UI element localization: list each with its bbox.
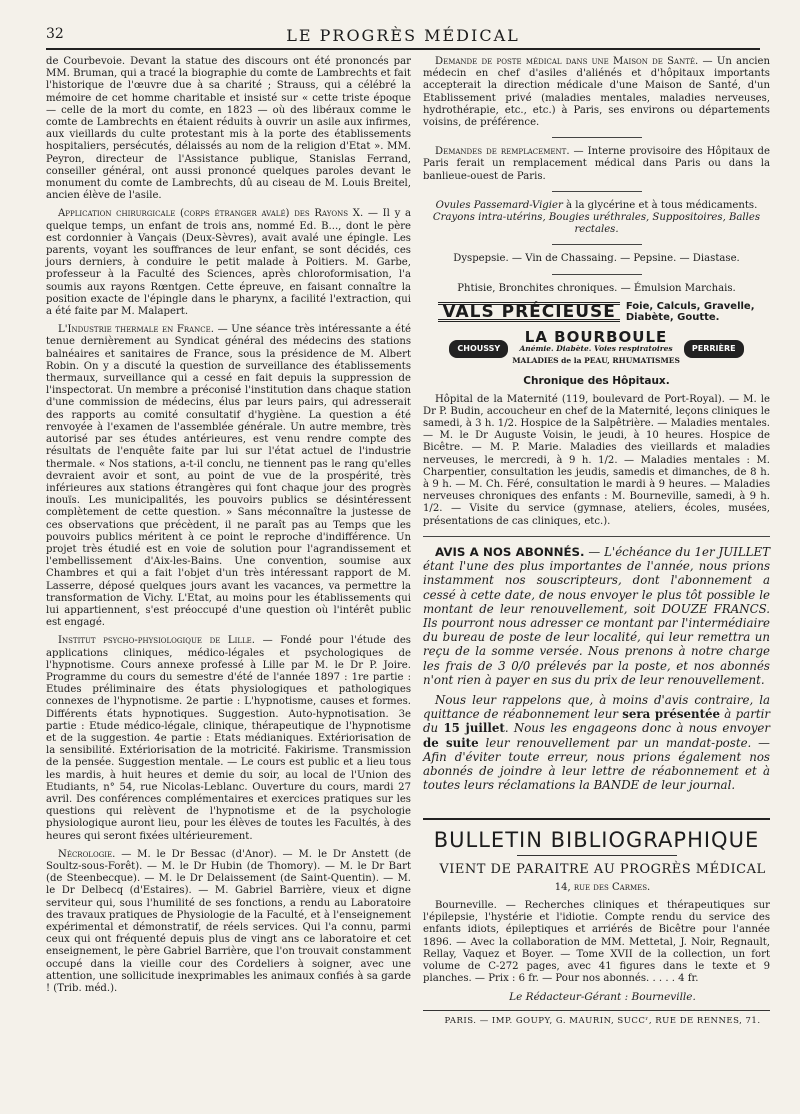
article-rayons-x (46, 208, 411, 318)
bourboule-center (508, 327, 684, 368)
article-necrologie (46, 849, 411, 995)
avis-body2d: leur renouvellement par un mandat-poste. — Afin d'éviter toute erreur, nous prions également nos abonnés de joindre à leur lettre de réabonnement et à toutes leurs réclamations la BANDE de leur journal. (423, 735, 770, 793)
chronique-heading: Chronique des Hôpitaux. (523, 375, 670, 388)
vals-sub2: Diabète, Goutte. (625, 311, 720, 323)
avis-body1: — L'échéance du 1er JUILLET étant l'une des plus importantes de l'année, nous prions instamment nos souscripteurs, dont l'abonnement a cessé à cette date, de nous envoyer le plus tôt possible le montant de leur renouvellement, soit DOUZE FRANCS. Ils pourront nous adresser ce montant par l'intermédiaire du bureau de poste de leur localité, qui leur remettra un reçu de la somme versée. Nous prenons à notre charge les frais de 3 0/0 prélevés par la poste, et nos abonnés n'ont rien à payer en sus du prix de leur renouvellement. (423, 544, 770, 687)
ad-ovules-desc: à la glycérine et à tous médicaments. (562, 199, 758, 211)
bourboule-line2: MALADIES de la PEAU, RHUMATISMES (512, 356, 680, 366)
heading-remplacement: Demandes de remplacement. (435, 146, 570, 158)
ad-ovules (423, 200, 770, 237)
avis-para2 (423, 693, 770, 792)
bourboule-title: LA BOURBOULE (524, 327, 668, 346)
heading-industrie-thermale: L'Industrie thermale en France. (58, 324, 214, 336)
imprint-rule (423, 1010, 770, 1011)
heading-rayons-x: Application chirurgicale (corps étranger avalé) des Rayons X. (58, 208, 364, 220)
separator (552, 137, 642, 138)
heading-necrologie: Nécrologie. (58, 848, 116, 860)
imprint: PARIS. — IMP. GOUPY, G. MAURIN, SUCCʳ, RUE DE RENNES, 71. (444, 1015, 761, 1026)
avis-body2a: Nous leur rappelons que, à moins d'avis contraire, la quittance de réabonnement leur (423, 692, 770, 722)
notice-poste-medical (423, 56, 770, 129)
page-header (46, 26, 760, 48)
bottle-left-label: CHOUSSY (449, 340, 508, 358)
body-poste-medical: — Un ancien médecin en chef d'asiles d'aliénés et d'hôpitaux importants accepterait la direction médicale d'une Maison de Santé, d'un Etablissement privé (maladies mentales, maladies nerveuses, hydrothérapie, etc., etc.) à Paris, ses environs ou départements voisins, de préférence. (423, 56, 770, 129)
journal-title: LE PROGRÈS MÉDICAL (286, 26, 520, 45)
page-number: 32 (46, 26, 64, 42)
biblio-entry: Bourneville. — Recherches cliniques et thérapeutiques sur l'épilepsie, l'hystérie et l'idiotie. Compte rendu du service des enfants idiots, épileptiques et arriérés de Bicêtre pour l'année 1896. — Avec la collaboration de MM. Mettetal, J. Noir, Regnault, Rellay, Vaquez et Boyer. — Tome XVII de la collection, un fort volume de C-272 pages, avec 41 figures dans le texte et 9 planches. — Prix : 6 fr. — Pour nos abonnés. . . . . 4 fr. (423, 899, 770, 985)
vals-sub1: Foie, Calculs, Gravelle, (625, 300, 755, 312)
avis-bold3: de suite (423, 735, 479, 750)
article-institut-lille (46, 635, 411, 842)
separator (423, 536, 770, 537)
body-necrologie: — M. le Dr Bessac (d'Anor). — M. le Dr Anstett (de Soultz-sous-Forêt). — M. le Dr Hubin (de Thomory). — M. le Dr Bart (de Steenbecque). — M. le Dr Delaissement (de Saint-Quentin). — M. le Dr Delbecq (d'Estaires). — M. Gabriel Barrière, vieux et digne serviteur qui, sous l'humilité de ses fonctions, a rendu au Laboratoire des travaux pratiques de Physiologie de la Faculté, et à l'enseignement expérimental et démonstratif, de réels services. Qui l'a connu, parmi ceux qui ont fréquenté depuis plus de vingt ans ce laboratoire et cet enseignement, le père Gabriel Barrière, que l'on trouvait constamment occupé dans la vieille cour des Cordeliers à soigner, avec une attention, une sollicitude inexprimables les animaux confiés à sa garde ! (Trib. méd.). (46, 848, 411, 995)
signature-text: Le Rédacteur-Gérant : Bourneville. (509, 991, 696, 1004)
bourboule-line1: Anémie. Diabète. Voies respiratoires (519, 344, 673, 354)
ad-vals (423, 301, 770, 323)
ad-ovules-name: Ovules Passemard-Vigier (435, 199, 563, 211)
vient-de-paraitre: VIENT DE PARAITRE AU PROGRÈS MÉDICAL (439, 861, 766, 877)
left-column (46, 56, 411, 1001)
publisher-address: 14, rue des Carmes. (554, 881, 651, 893)
vals-title: VALS PRÉCIEUSE (438, 302, 619, 322)
right-column (423, 56, 770, 1033)
ad-dyspepsie: Dyspepsie. — Vin de Chassaing. — Pepsine. — Diastase. (453, 253, 740, 265)
heading-institut-lille: Institut psycho-physiologique de Lille. (58, 635, 256, 647)
avis-body2c: . Nous les engageons donc à nous envoyer (504, 721, 770, 736)
body-remplacement: — Interne provisoire des Hôpitaux de Paris ferait un remplacement médical dans Paris ou dans la banlieue-ouest de Paris. (423, 146, 770, 182)
article-courbevoie: de Courbevoie. Devant la statue des discours ont été prononcés par MM. Bruman, qui a tracé la biographie du comte de Lambrechts et fait l'historique de l'œuvre due à sa charité ; Strauss, qui a célébré la mémoire de cet homme charitable et insisté sur « cette triste époque — celle de la mort du comte, en 1823 — où des libéraux comme le comte de Lambrechts en étaient réduits à ouvrir un asile aux infirmes, aux vieillards du culte protestant mis à la porte des établissements hospitaliers, persécutés, délaissés au nom de la religion d'Etat ». MM. Peyron, directeur de l'Assistance publique, Stanislas Ferrand, conseiller général, ont aussi prononcé quelques paroles devant le monument du comte de Lambrechts, dû au ciseau de M. Louis Breitel, ancien élève de l'asile. (46, 56, 411, 202)
ad-ovules-list: Crayons intra-utérins, Bougies uréthrales, Suppositoires, Balles rectales. (432, 212, 761, 236)
article-industrie-thermale (46, 324, 411, 629)
header-rule (46, 48, 760, 50)
separator (552, 244, 642, 245)
avis-abonnes (423, 545, 770, 792)
vals-indications (626, 301, 755, 323)
avis-bold1: sera présentée (622, 707, 721, 722)
notice-remplacement (423, 146, 770, 183)
avis-body2b: à partir du (423, 707, 770, 736)
body-rayons-x: — Il y a quelque temps, un enfant de trois ans, nommé Ed. B..., dont le père est cordonnier à Vançais (Deux-Sèvres), avait avalé une épingle. Les parents, voyant les souffrances de leur enfant, se sont décidés, ces jours derniers, à conduire le petit malade à Poitiers. M. Garbe, professeur à la Faculté des Sciences, après chloroformisation, l'a soumis aux rayons Rœntgen. Cette épreuve, en faisant connaître la position exacte de l'épingle dans le pharynx, a facilité l'extraction, qui a été faite par M. Malapert. (46, 208, 411, 318)
separator (552, 274, 642, 275)
body-institut-lille: — Fondé pour l'étude des applications cliniques, médico-légales et psychologiques de l'hypnotisme. Cours annexe professé à Lille par M. le Dr P. Joire. Programme du cours du semestre d'été de l'année 1897 : 1re partie : Etudes préliminaire des états physiologiques et pathologiques connexes de l'hypnotisme. 2e partie : L'hypnotisme, causes et formes. Différents états hypnotiques. Suggestion. Auto-hypnotisation. 3e partie : Etude médico-légale, clinique, thérapeutique de l'hypnotisme et de la suggestion. 4e partie : Etats médianiques. Extériorisation de la sensibilité. Extériorisation de la motricité. Fakirisme. Transmission de la pensée. Suggestion mentale. — Le cours est public et a lieu tous les mardis, à huit heures et demie du soir, au local de l'Union des Etudiants, n° 54, rue Nicolas-Leblanc. Ouverture du cours, mardi 27 avril. Des conférences complémentaires et exercices pratiques sur les questions qui relèvent de l'hypnotisme et de la psychologie physiologique auront lieu, pour les élèves de toutes les Facultés, à des heures qui seront fixées ultérieurement. (46, 635, 411, 842)
bottle-right-label: PERRIÈRE (684, 340, 744, 358)
avis-title: AVIS A NOS ABONNÉS. (435, 544, 585, 559)
bulletin-title: BULLETIN BIBLIOGRAPHIQUE (423, 818, 770, 846)
heading-poste-medical: Demande de poste médical dans une Maison de Santé. (435, 56, 699, 67)
ad-bourboule (423, 327, 770, 368)
avis-para1 (423, 545, 770, 687)
chronique-body: Hôpital de la Maternité (119, boulevard de Port-Royal). — M. le Dr P. Budin, accoucheur en chef de la Maternité, leçons cliniques le samedi, à 3 h. 1/2. Hospice de la Salpêtrière. — Maladies mentales. — M. le Dr Auguste Voisin, le jeudi, à 10 heures. Hospice de Bicêtre. — M. P. Marie. Maladies des vieillards et maladies nerveuses, le mercredi, à 9 h. 1/2. — Maladies mentales : M. Charpentier, consultation les jeudis, samedis et dimanches, de 8 h. à 9 h. — M. Ch. Féré, consultation le mardi à 9 heures. — Maladies nerveuses chroniques des enfants : M. Bourneville, samedi, à 9 h. 1/2. — Visite du service (gymnase, ateliers, écoles, musées, présentations de cas cliniques, etc.). (423, 393, 770, 527)
separator (517, 855, 677, 856)
body-industrie-thermale: — Une séance très intéressante a été tenue dernièrement au Syndicat général des médecins des stations balnéaires et sanitaires de France, sous la présidence de M. Albert Robin. On y a discuté la question de surveillance des établissements thermaux, surveillance qui a cessé en fait depuis la suppression de l'inspectorat. Un membre a préconisé l'institution dans chaque station d'une commission de médecins, élus par leurs pairs, qui adresserait des rapports au comité consultatif d'hygiène. La question a été renvoyée à l'examen de l'assemblée générale. Un autre membre, très autorisé par ses études antérieures, est venu rendre compte des résultats de l'enquête faite par lui sur l'état actuel de l'industrie thermale. « Nos stations, a-t-il conclu, ne tiennent pas le rang qu'elles devraient avoir et sont, au point de vue de la prospérité, très inférieures aux stations étrangères qui font chaque jour des progrès inouïs. Les municipalités, les pouvoirs publics se désintéressent complètement de cette question. » Sans méconnaître la justesse de ces observations que précèdent, il ne paraît pas au Temps que les pouvoirs publics méritent à ce point le reproche d'indifférence. Un projet très étudié est en voie de solution pour l'agrandissement et l'embellissement d'Aix-les-Bains. Une convention, soumise aux Chambres et qui a fait l'objet d'un très intéressant rapport de M. Lasserre, déposé quelques jours avant les vacances, va permettre la transformation de Vichy. L'Etat, au moins pour les établissements qui lui appartiennent, s'est préoccupé d'une question où l'intérêt public est engagé. (46, 324, 411, 629)
signature (423, 991, 770, 1003)
separator (552, 191, 642, 192)
avis-bold2: 15 juillet (443, 721, 505, 736)
ad-phtisie: Phtisie, Bronchites chroniques. — Émulsion Marchais. (457, 282, 736, 294)
